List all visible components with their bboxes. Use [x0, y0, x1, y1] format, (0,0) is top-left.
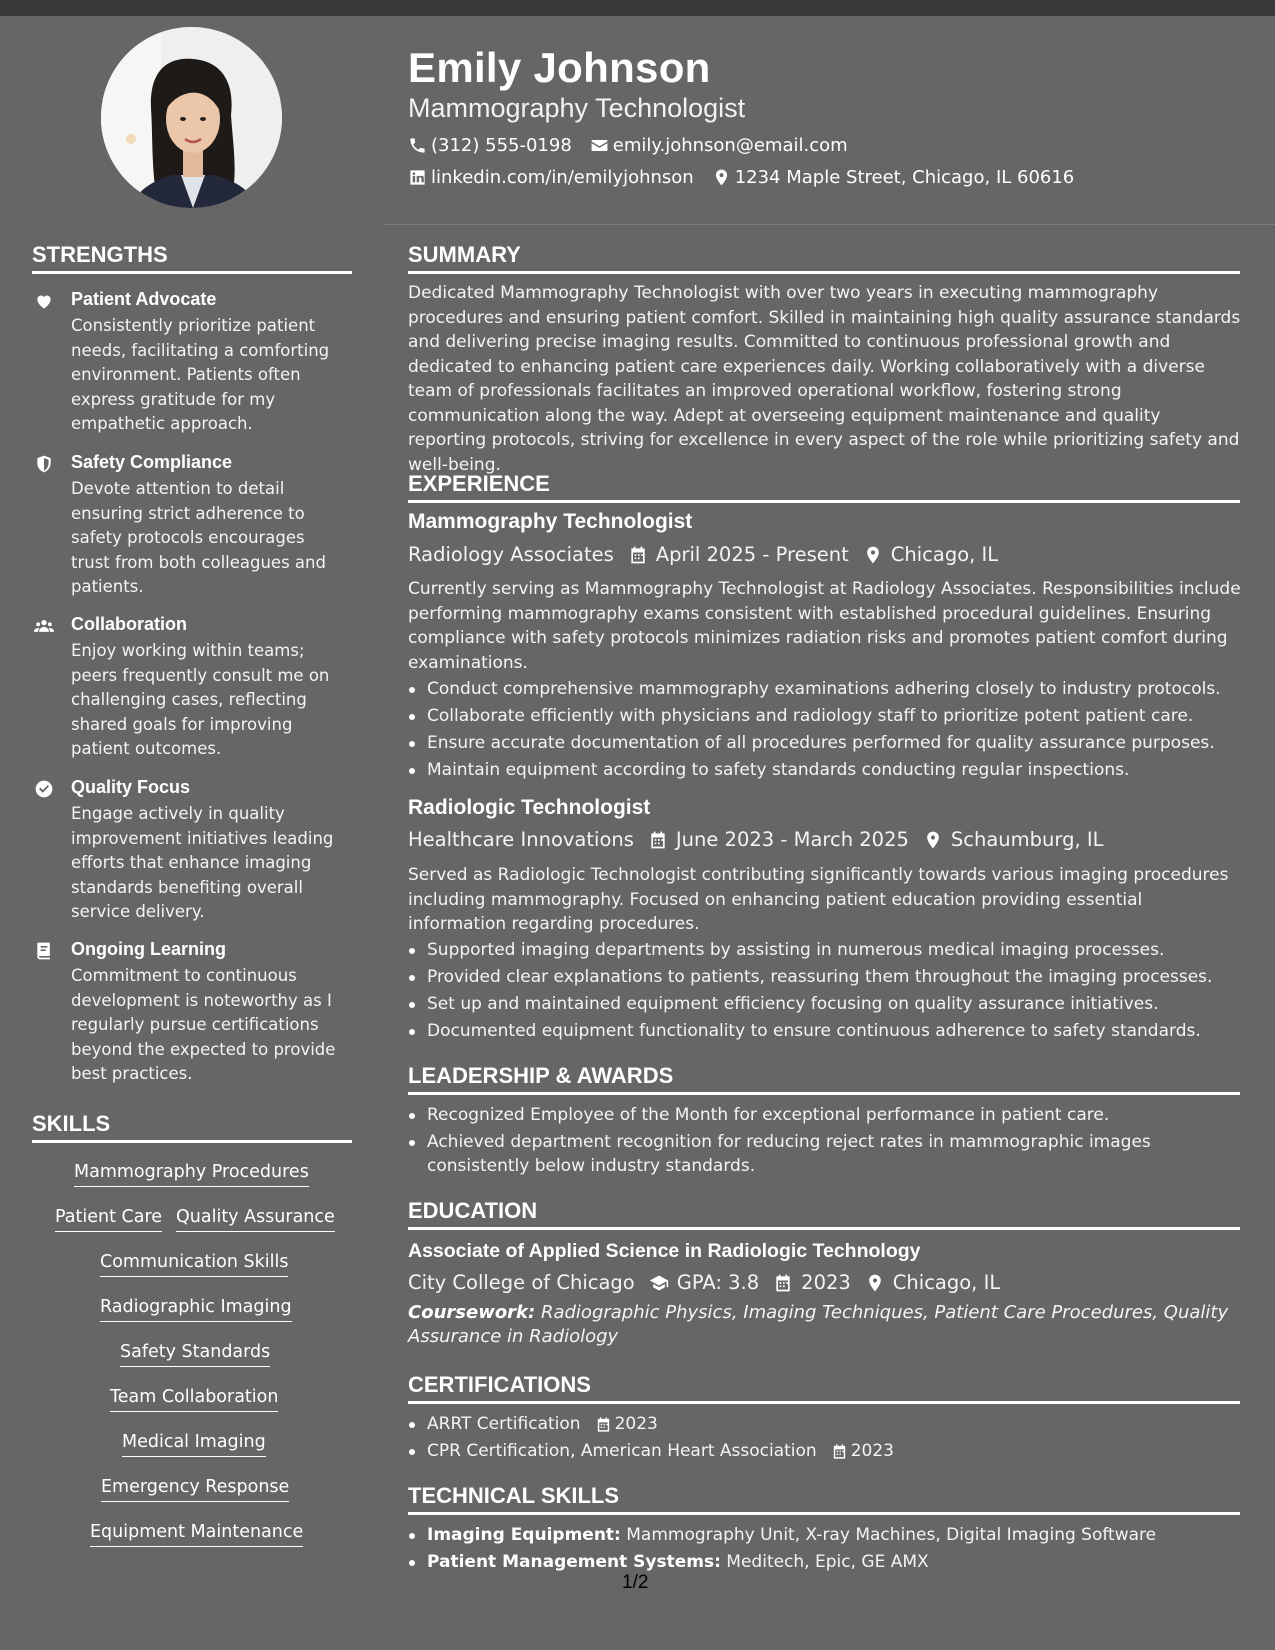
technical-skill-label: Patient Management Systems:	[427, 1552, 721, 1572]
education-meta	[408, 1271, 1014, 1294]
candidate-title: Mammography Technologist	[408, 93, 746, 123]
job-description: Currently serving as Mammography Technologist at Radiology Associates. Responsibilities include performing mammography exams consistent with established procedural guidelines. Ensuring compliance with safety protocols minimizes radiation risks and promotes patient comfort during examinations.	[408, 579, 1241, 673]
graduation-year: 2023	[801, 1271, 851, 1294]
skill-tag: Safety Standards	[120, 1341, 270, 1367]
leadership-heading: LEADERSHIP & AWARDS	[408, 1063, 1240, 1095]
phone-contact[interactable]	[408, 135, 572, 156]
job-bullet: Conduct comprehensive mammography examinations adhering closely to industry protocols.	[408, 677, 1248, 701]
map-pin-icon	[863, 545, 883, 565]
award-bullet: Achieved department recognition for reducing reject rates in mammographic images consistently below industry standards.	[408, 1130, 1243, 1178]
experience-heading: EXPERIENCE	[408, 471, 1240, 503]
job-bullet: Set up and maintained equipment efficiency focusing on quality assurance initiatives.	[408, 992, 1248, 1016]
coursework-label: Coursework:	[408, 1302, 536, 1323]
degree-title: Associate of Applied Science in Radiologic Technology	[408, 1240, 921, 1262]
award-bullet: Recognized Employee of the Month for exceptional performance in patient care.	[408, 1103, 1243, 1127]
skills-heading: SKILLS	[32, 1111, 352, 1143]
skill-tag: Equipment Maintenance	[90, 1521, 303, 1547]
technical-skill-item	[408, 1550, 1248, 1574]
address-text: 1234 Maple Street, Chicago, IL 60616	[734, 167, 1075, 188]
skill-tag: Team Collaboration	[110, 1386, 278, 1412]
email-contact[interactable]	[590, 135, 848, 156]
users-icon	[34, 616, 54, 636]
calendar-icon	[831, 1443, 848, 1460]
certification-list	[408, 1412, 1248, 1466]
skill-tag: Patient Care	[55, 1206, 162, 1232]
education-heading: EDUCATION	[408, 1198, 1240, 1230]
technical-skills-heading: TECHNICAL SKILLS	[408, 1483, 1240, 1515]
technical-skill-value: Meditech, Epic, GE AMX	[726, 1552, 929, 1572]
summary-heading: SUMMARY	[408, 242, 1240, 274]
skill-tag: Quality Assurance	[176, 1206, 335, 1232]
address-contact	[712, 167, 1075, 188]
technical-skill-label: Imaging Equipment:	[427, 1525, 621, 1545]
strength-description: Commitment to continuous development is noteworthy as I regularly pursue certifications beyond the expected to provide best practices.	[71, 966, 336, 1083]
job-bullets	[408, 938, 1248, 1046]
strength-description: Consistently prioritize patient needs, facilitating a comforting environment. Patients often express gratitude for my empathetic approach.	[71, 316, 330, 433]
job-bullet: Collaborate efficiently with physicians and radiology staff to prioritize potent patient care.	[408, 704, 1248, 728]
job-title: Mammography Technologist	[408, 510, 693, 533]
map-pin-icon	[865, 1273, 885, 1293]
job-bullets	[408, 677, 1248, 785]
skill-tag: Communication Skills	[100, 1251, 288, 1277]
map-pin-icon	[923, 830, 943, 850]
strength-title: Patient Advocate	[71, 289, 217, 309]
map-pin-icon	[712, 168, 731, 187]
email-text: emily.johnson@email.com	[612, 135, 848, 156]
job-meta	[408, 543, 1012, 566]
certification-item	[408, 1412, 1248, 1436]
technical-skill-value: Mammography Unit, X-ray Machines, Digital Imaging Software	[626, 1525, 1157, 1545]
contact-row-1	[408, 135, 866, 156]
header-divider	[383, 224, 1275, 225]
phone-text: (312) 555-0198	[431, 135, 572, 156]
linkedin-icon	[408, 168, 427, 187]
job-bullet: Supported imaging departments by assisting in numerous medical imaging processes.	[408, 938, 1248, 962]
certification-item	[408, 1439, 1248, 1463]
job-bullet: Documented equipment functionality to ensure continuous adherence to safety standards.	[408, 1019, 1248, 1043]
school-name: City College of Chicago	[408, 1271, 635, 1294]
job-location: Chicago, IL	[890, 543, 999, 566]
certification-year: 2023	[614, 1414, 658, 1434]
candidate-name: Emily Johnson	[408, 44, 711, 91]
certification-year: 2023	[850, 1441, 894, 1461]
strength-description: Engage actively in quality improvement initiatives leading efforts that enhance imaging standards benefiting overall service delivery.	[71, 804, 334, 921]
skill-tag: Mammography Procedures	[74, 1161, 309, 1187]
summary-text: Dedicated Mammography Technologist with over two years in executing mammography procedures and ensuring patient comfort. Skilled in maintaining high quality assurance standards and delivering precise imaging results. Committed to continuous professional growth and dedicated to enhancing patient care experiences daily. Working collaboratively with a diverse team of professionals facilitates an improved operational workflow, fostering strong communication along the way. Adept at overseeing equipment maintenance and quality reporting protocols, striving for excellence in every aspect of the role while prioritizing safety and well-being.	[408, 283, 1241, 475]
certification-name: CPR Certification, American Heart Association	[427, 1441, 817, 1461]
skill-tag: Emergency Response	[101, 1476, 289, 1502]
envelope-icon	[590, 136, 609, 155]
calendar-icon	[773, 1273, 793, 1293]
strength-description: Devote attention to detail ensuring strict adherence to safety protocols encourages trust from both colleagues and patients.	[71, 479, 326, 596]
calendar-icon	[648, 830, 668, 850]
job-dates: June 2023 - March 2025	[675, 828, 909, 851]
certification-name: ARRT Certification	[427, 1414, 581, 1434]
strength-title: Collaboration	[71, 614, 187, 634]
coursework	[408, 1301, 1243, 1349]
skill-tag: Radiographic Imaging	[100, 1296, 292, 1322]
coursework-list: Radiographic Physics, Imaging Techniques, Patient Care Procedures, Quality Assurance in Radiology	[408, 1302, 1229, 1347]
shield-icon	[34, 454, 54, 474]
strength-description: Enjoy working within teams; peers frequently consult me on challenging cases, reflecting shared goals for improving patient outcomes.	[71, 641, 330, 758]
page-number: 1/2	[622, 1572, 649, 1593]
job-company: Radiology Associates	[408, 543, 614, 566]
graduation-cap-icon	[649, 1273, 669, 1293]
heart-icon	[34, 291, 54, 311]
linkedin-contact[interactable]	[408, 167, 694, 188]
strength-title: Safety Compliance	[71, 452, 233, 472]
top-bar	[0, 0, 1275, 16]
job-location: Schaumburg, IL	[950, 828, 1104, 851]
technical-skill-item	[408, 1523, 1248, 1547]
strength-title: Quality Focus	[71, 777, 191, 797]
strength-title: Ongoing Learning	[71, 939, 226, 959]
job-bullet: Maintain equipment according to safety standards conducting regular inspections.	[408, 758, 1248, 782]
contact-row-2	[408, 167, 1092, 188]
phone-icon	[408, 136, 427, 155]
skill-tag: Medical Imaging	[122, 1431, 266, 1457]
job-dates: April 2025 - Present	[655, 543, 849, 566]
school-location: Chicago, IL	[892, 1271, 1001, 1294]
calendar-icon	[628, 545, 648, 565]
job-meta	[408, 828, 1117, 851]
gpa: GPA: 3.8	[676, 1271, 760, 1294]
job-title: Radiologic Technologist	[408, 796, 651, 819]
job-bullet: Ensure accurate documentation of all procedures performed for quality assurance purposes.	[408, 731, 1248, 755]
calendar-icon	[595, 1416, 612, 1433]
book-icon	[34, 941, 54, 961]
profile-photo	[101, 27, 282, 208]
job-description: Served as Radiologic Technologist contributing significantly towards various imaging procedures including mammography. Focused on enhancing patient education providing essential information regarding procedures.	[408, 865, 1229, 934]
job-bullet: Provided clear explanations to patients, reassuring them throughout the imaging processes.	[408, 965, 1248, 989]
strengths-heading: STRENGTHS	[32, 242, 352, 274]
job-company: Healthcare Innovations	[408, 828, 634, 851]
leadership-bullets	[408, 1103, 1243, 1181]
linkedin-text: linkedin.com/in/emilyjohnson	[431, 167, 694, 188]
certifications-heading: CERTIFICATIONS	[408, 1372, 1240, 1404]
technical-skills-list	[408, 1523, 1248, 1577]
check-circle-icon	[34, 779, 54, 799]
